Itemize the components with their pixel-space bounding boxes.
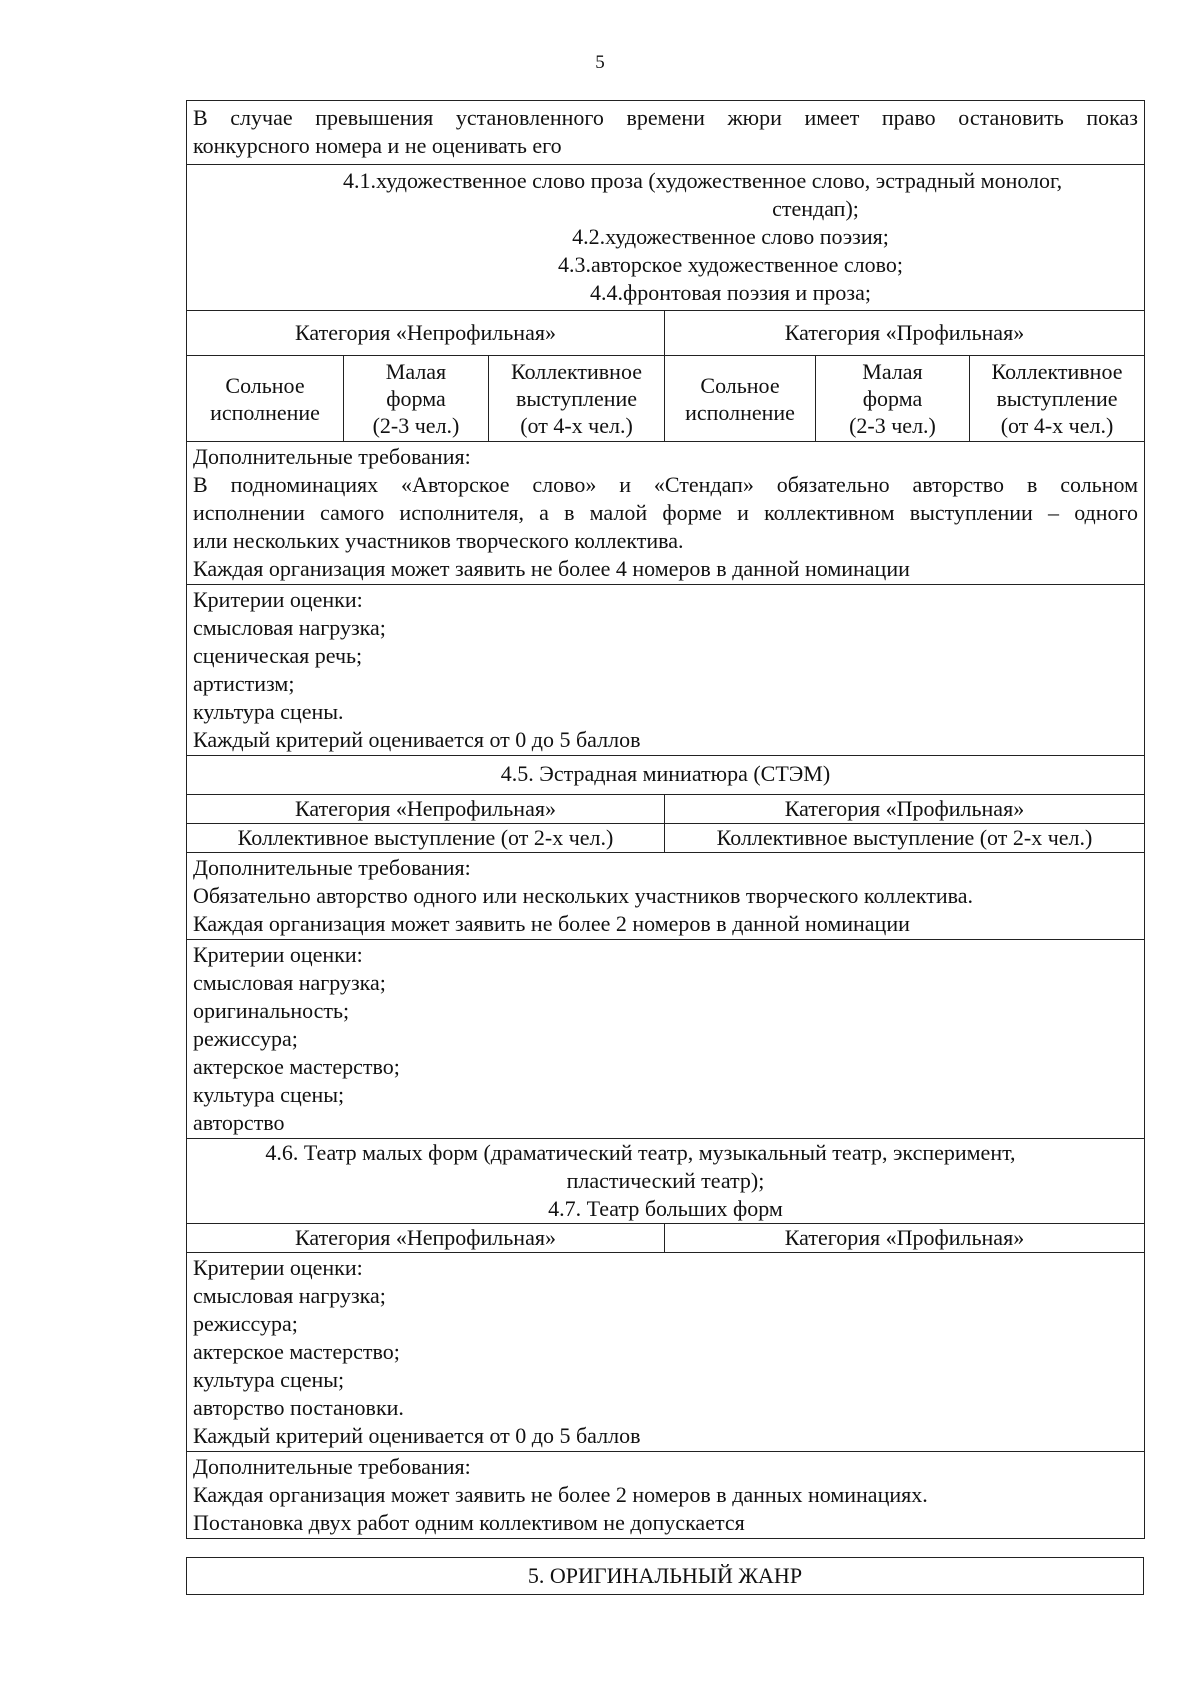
category-nonprofile: Категория «Непрофильная» bbox=[187, 311, 665, 356]
criteria-row-4-1 bbox=[187, 585, 1145, 756]
intro-row bbox=[187, 101, 1145, 165]
requirements-row-4-6 bbox=[187, 1452, 1145, 1539]
format-collective-profile: Коллективное выступление (от 4-х чел.) bbox=[970, 356, 1145, 442]
criteria-item: сценическая речь; bbox=[193, 643, 363, 668]
nomination-4-1-line: 4.1.художественное слово проза (художественное слово, эстрадный монолог, bbox=[343, 168, 1063, 193]
nomination-4-2-line: 4.2.художественное слово поэзия; bbox=[572, 224, 889, 249]
criteria-item: артистизм; bbox=[193, 671, 295, 696]
category-nonprofile: Категория «Непрофильная» bbox=[187, 795, 665, 824]
format-small-nonprofile: Малая форма (2-3 чел.) bbox=[344, 356, 489, 442]
criteria-item: авторство bbox=[193, 1110, 285, 1135]
requirements-line: Каждая организация может заявить не более 4 номеров в данной номинации bbox=[193, 556, 910, 581]
requirements-line: или нескольких участников творческого коллектива. bbox=[193, 528, 684, 553]
criteria-heading: Критерии оценки: bbox=[193, 587, 363, 612]
intro-line-1: В случае превышения установленного времени жюри имеет право остановить показ bbox=[193, 105, 1138, 130]
section-4-1-heading-row bbox=[187, 165, 1145, 311]
requirements-heading: Дополнительные требования: bbox=[193, 444, 471, 469]
criteria-item: режиссура; bbox=[193, 1026, 298, 1051]
criteria-item: смысловая нагрузка; bbox=[193, 615, 386, 640]
criteria-row-4-5 bbox=[187, 940, 1145, 1139]
criteria-heading: Критерии оценки: bbox=[193, 942, 363, 967]
format-collective-nonprofile: Коллективное выступление (от 4-х чел.) bbox=[489, 356, 665, 442]
format-solo-nonprofile: Сольное исполнение bbox=[187, 356, 344, 442]
nomination-4-7-line: 4.7. Театр больших форм bbox=[548, 1196, 783, 1221]
category-nonprofile: Категория «Непрофильная» bbox=[187, 1224, 665, 1253]
criteria-item: смысловая нагрузка; bbox=[193, 1283, 386, 1308]
requirements-line: Каждая организация может заявить не более 2 номеров в данных номинациях. bbox=[193, 1482, 928, 1507]
section-4-6-heading-row bbox=[187, 1139, 1145, 1224]
requirements-heading: Дополнительные требования: bbox=[193, 1454, 471, 1479]
nomination-4-1-line-cont: стендап); bbox=[772, 196, 859, 221]
category-profile: Категория «Профильная» bbox=[665, 1224, 1145, 1253]
criteria-item: культура сцены; bbox=[193, 1082, 345, 1107]
section-5-heading-row bbox=[187, 1558, 1144, 1595]
requirements-line: Постановка двух работ одним коллективом не допускается bbox=[193, 1510, 745, 1535]
criteria-row-4-6 bbox=[187, 1253, 1145, 1452]
formats-row-4-5 bbox=[187, 824, 1145, 853]
categories-row-4-1 bbox=[187, 311, 1145, 356]
criteria-item: смысловая нагрузка; bbox=[193, 970, 386, 995]
nomination-4-6-line: 4.6. Театр малых форм (драматический театр, музыкальный театр, эксперимент, bbox=[265, 1140, 1016, 1165]
criteria-note: Каждый критерий оценивается от 0 до 5 баллов bbox=[193, 1423, 641, 1448]
criteria-item: актерское мастерство; bbox=[193, 1054, 400, 1079]
nomination-4-4-line: 4.4.фронтовая поэзия и проза; bbox=[589, 280, 871, 305]
nomination-4-6-line-cont: пластический театр); bbox=[566, 1168, 765, 1193]
requirements-line: исполнении самого исполнителя, а в малой форме и коллективном выступлении – одного bbox=[193, 500, 1138, 525]
nomination-4-3-line: 4.3.авторское художественное слово; bbox=[557, 252, 904, 277]
nomination-4-5-title: 4.5. Эстрадная миниатюра (СТЭМ) bbox=[187, 756, 1145, 795]
categories-row-4-5 bbox=[187, 795, 1145, 824]
category-profile: Категория «Профильная» bbox=[665, 795, 1145, 824]
requirements-row-4-1 bbox=[187, 442, 1145, 585]
requirements-line: Обязательно авторство одного или нескольких участников творческого коллектива. bbox=[193, 883, 974, 908]
section-4-5-heading-row bbox=[187, 756, 1145, 795]
criteria-item: оригинальность; bbox=[193, 998, 350, 1023]
requirements-heading: Дополнительные требования: bbox=[193, 855, 471, 880]
formats-row-4-1 bbox=[187, 356, 1145, 442]
requirements-row-4-5 bbox=[187, 853, 1145, 940]
criteria-item: авторство постановки. bbox=[193, 1395, 404, 1420]
section-5-title: 5. ОРИГИНАЛЬНЫЙ ЖАНР bbox=[187, 1558, 1144, 1595]
intro-line-2: конкурсного номера и не оценивать его bbox=[193, 133, 562, 158]
criteria-item: актерское мастерство; bbox=[193, 1339, 400, 1364]
requirements-line: Каждая организация может заявить не более 2 номеров в данной номинации bbox=[193, 911, 910, 936]
format-small-profile: Малая форма (2-3 чел.) bbox=[816, 356, 970, 442]
requirements-line: В подноминациях «Авторское слово» и «Стендап» обязательно авторство в сольном bbox=[193, 472, 1138, 497]
criteria-item: культура сцены. bbox=[193, 699, 344, 724]
page-number: 5 bbox=[595, 52, 605, 73]
format-collective-nonprofile: Коллективное выступление (от 2-х чел.) bbox=[187, 824, 665, 853]
criteria-item: режиссура; bbox=[193, 1311, 298, 1336]
section-5-table bbox=[186, 1557, 1144, 1595]
criteria-note: Каждый критерий оценивается от 0 до 5 баллов bbox=[193, 727, 641, 752]
criteria-heading: Критерии оценки: bbox=[193, 1255, 363, 1280]
category-profile: Категория «Профильная» bbox=[665, 311, 1145, 356]
criteria-item: культура сцены; bbox=[193, 1367, 345, 1392]
categories-row-4-6 bbox=[187, 1224, 1145, 1253]
format-solo-profile: Сольное исполнение bbox=[665, 356, 816, 442]
format-collective-profile: Коллективное выступление (от 2-х чел.) bbox=[665, 824, 1145, 853]
nominations-table bbox=[186, 100, 1145, 1539]
